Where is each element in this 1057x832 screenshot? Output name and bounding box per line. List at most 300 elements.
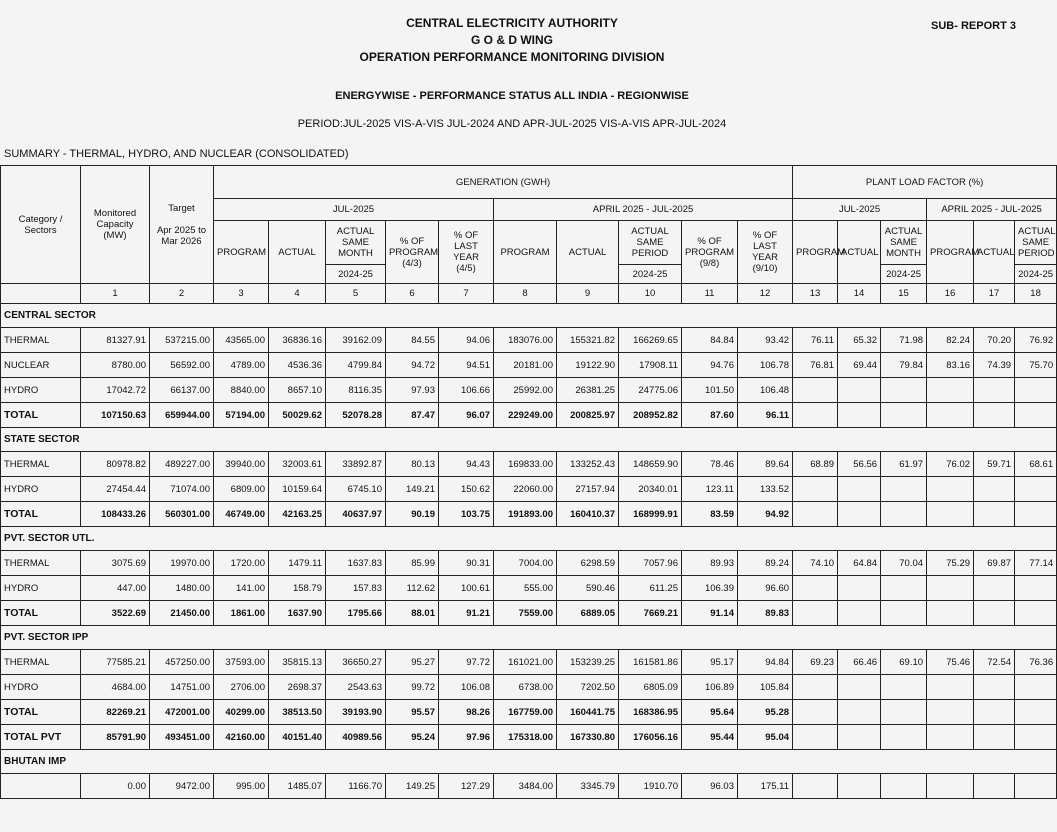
table-cell: 4789.00	[214, 353, 269, 378]
table-cell: 79.84	[881, 353, 927, 378]
table-cell: 22060.00	[494, 477, 557, 502]
table-row	[1, 675, 1057, 700]
col-header-program: PROGRAM	[214, 221, 269, 284]
table-cell: 76.81	[793, 353, 838, 378]
col-number: 5	[326, 284, 386, 304]
table-row	[1, 576, 1057, 601]
table-cell: 76.36	[1015, 650, 1057, 675]
table-cell: 95.44	[682, 725, 738, 750]
table-cell: 59.71	[974, 452, 1015, 477]
table-cell: 90.19	[386, 502, 439, 527]
table-cell	[793, 700, 838, 725]
table-cell: 149.21	[386, 477, 439, 502]
table-cell: 90.31	[439, 551, 494, 576]
table-cell	[838, 403, 881, 428]
col-number-blank	[1, 284, 81, 304]
table-cell: 100.61	[439, 576, 494, 601]
table-cell: 71.98	[881, 328, 927, 353]
group-header-plf-jul: JUL-2025	[793, 199, 927, 221]
table-cell	[1015, 576, 1057, 601]
table-cell: 87.60	[682, 403, 738, 428]
table-cell: 537215.00	[150, 328, 214, 353]
column-number-row	[1, 284, 1057, 304]
table-cell: 95.04	[738, 725, 793, 750]
table-cell: 127.29	[439, 774, 494, 799]
table-cell: 36836.16	[269, 328, 326, 353]
table-cell	[974, 675, 1015, 700]
row-label: NUCLEAR	[1, 353, 81, 378]
table-cell: 69.87	[974, 551, 1015, 576]
table-cell: 157.83	[326, 576, 386, 601]
table-cell	[1015, 477, 1057, 502]
table-cell: 7669.21	[619, 601, 682, 626]
table-cell: 2706.00	[214, 675, 269, 700]
section-row	[1, 527, 1057, 551]
table-cell: 168386.95	[619, 700, 682, 725]
table-cell: 97.72	[439, 650, 494, 675]
col-number: 6	[386, 284, 439, 304]
table-cell: 106.08	[439, 675, 494, 700]
table-cell	[927, 774, 974, 799]
table-cell	[838, 378, 881, 403]
table-cell: 7559.00	[494, 601, 557, 626]
table-cell: 75.70	[1015, 353, 1057, 378]
table-cell: 77.14	[1015, 551, 1057, 576]
table-cell: 0.00	[81, 774, 150, 799]
table-cell: 103.75	[439, 502, 494, 527]
table-cell: 27157.94	[557, 477, 619, 502]
table-cell	[927, 403, 974, 428]
table-cell	[881, 675, 927, 700]
table-cell: 95.24	[386, 725, 439, 750]
table-cell	[881, 477, 927, 502]
table-cell: 555.00	[494, 576, 557, 601]
table-cell: 42163.25	[269, 502, 326, 527]
table-cell	[793, 378, 838, 403]
table-cell: 94.92	[738, 502, 793, 527]
table-cell: 76.11	[793, 328, 838, 353]
section-title: PVT. SECTOR UTL.	[1, 527, 1057, 551]
table-cell: 96.03	[682, 774, 738, 799]
col-header-year: 2024-25	[619, 265, 682, 284]
table-cell: 40637.97	[326, 502, 386, 527]
table-cell: 40299.00	[214, 700, 269, 725]
row-label: TOTAL	[1, 601, 81, 626]
table-cell	[974, 774, 1015, 799]
section-title: BHUTAN IMP	[1, 750, 1057, 774]
table-cell: 1861.00	[214, 601, 269, 626]
sub-report-label: SUB- REPORT 3	[931, 20, 1016, 32]
col-number: 18	[1015, 284, 1057, 304]
col-number: 8	[494, 284, 557, 304]
table-cell: 101.50	[682, 378, 738, 403]
table-cell: 96.60	[738, 576, 793, 601]
table-cell	[1015, 700, 1057, 725]
table-cell	[881, 403, 927, 428]
col-header-actual-same-month: ACTUAL SAME MONTH	[326, 221, 386, 265]
table-cell: 39940.00	[214, 452, 269, 477]
table-cell: 27454.44	[81, 477, 150, 502]
row-label: TOTAL	[1, 700, 81, 725]
table-cell: 150.62	[439, 477, 494, 502]
table-cell: 149.25	[386, 774, 439, 799]
report-division: OPERATION PERFORMANCE MONITORING DIVISION	[359, 50, 665, 64]
table-cell: 6889.05	[557, 601, 619, 626]
table-cell: 46749.00	[214, 502, 269, 527]
table-cell: 56.56	[838, 452, 881, 477]
table-cell	[838, 774, 881, 799]
table-cell: 6738.00	[494, 675, 557, 700]
table-cell: 106.66	[439, 378, 494, 403]
table-cell	[1015, 675, 1057, 700]
table-cell: 168999.91	[619, 502, 682, 527]
table-cell: 40989.56	[326, 725, 386, 750]
table-cell: 447.00	[81, 576, 150, 601]
table-cell: 95.64	[682, 700, 738, 725]
table-cell: 7202.50	[557, 675, 619, 700]
table-cell: 3484.00	[494, 774, 557, 799]
table-cell: 96.07	[439, 403, 494, 428]
table-cell	[881, 700, 927, 725]
table-cell	[793, 774, 838, 799]
table-cell: 82.24	[927, 328, 974, 353]
table-cell: 69.44	[838, 353, 881, 378]
col-header-actual: ACTUAL	[557, 221, 619, 284]
col-number: 12	[738, 284, 793, 304]
table-cell: 8780.00	[81, 353, 150, 378]
table-cell: 87.47	[386, 403, 439, 428]
table-cell: 175.11	[738, 774, 793, 799]
table-cell	[881, 576, 927, 601]
table-cell	[881, 601, 927, 626]
table-cell: 590.46	[557, 576, 619, 601]
table-cell	[793, 502, 838, 527]
summary-label: SUMMARY - THERMAL, HYDRO, AND NUCLEAR (CONSOLIDATED)	[4, 148, 349, 160]
col-header-actual-same-period: ACTUAL SAME PERIOD	[619, 221, 682, 265]
col-header-actual-same-month: ACTUAL SAME MONTH	[881, 221, 927, 265]
table-cell: 123.11	[682, 477, 738, 502]
table-cell: 6809.00	[214, 477, 269, 502]
table-cell: 160410.37	[557, 502, 619, 527]
row-label: THERMAL	[1, 650, 81, 675]
total-row	[1, 601, 1057, 626]
table-cell: 1720.00	[214, 551, 269, 576]
col-header-pct-program: % OF PROGRAM (4/3)	[386, 221, 439, 284]
target-label: Target	[168, 202, 195, 214]
col-header-actual: ACTUAL	[974, 221, 1015, 284]
col-header-year: 2024-25	[326, 265, 386, 284]
table-cell: 6298.59	[557, 551, 619, 576]
table-cell	[974, 700, 1015, 725]
table-cell: 166269.65	[619, 328, 682, 353]
table-cell: 26381.25	[557, 378, 619, 403]
table-cell: 160441.75	[557, 700, 619, 725]
table-cell: 1910.70	[619, 774, 682, 799]
table-cell	[974, 378, 1015, 403]
table-cell: 94.84	[738, 650, 793, 675]
table-cell: 88.01	[386, 601, 439, 626]
table-cell: 108433.26	[81, 502, 150, 527]
table-cell: 66.46	[838, 650, 881, 675]
table-cell: 42160.00	[214, 725, 269, 750]
table-cell: 1637.90	[269, 601, 326, 626]
performance-table	[0, 165, 1057, 799]
table-cell: 57194.00	[214, 403, 269, 428]
group-header-plf-aprjul: APRIL 2025 - JUL-2025	[927, 199, 1057, 221]
table-cell	[1015, 403, 1057, 428]
table-cell: 21450.00	[150, 601, 214, 626]
table-cell: 84.84	[682, 328, 738, 353]
table-cell	[927, 378, 974, 403]
col-number: 1	[81, 284, 150, 304]
table-cell	[1015, 378, 1057, 403]
table-cell	[1015, 502, 1057, 527]
col-number: 10	[619, 284, 682, 304]
col-number: 14	[838, 284, 881, 304]
table-cell: 85791.90	[81, 725, 150, 750]
table-cell: 40151.40	[269, 725, 326, 750]
group-header-jul2025: JUL-2025	[214, 199, 494, 221]
table-cell: 995.00	[214, 774, 269, 799]
table-cell	[793, 675, 838, 700]
table-cell: 95.27	[386, 650, 439, 675]
table-cell	[793, 601, 838, 626]
col-header-capacity: Monitored Capacity (MW)	[81, 166, 150, 284]
table-row	[1, 774, 1057, 799]
table-cell: 68.89	[793, 452, 838, 477]
table-body	[1, 304, 1057, 799]
table-cell: 493451.00	[150, 725, 214, 750]
table-cell: 76.92	[1015, 328, 1057, 353]
table-cell	[927, 502, 974, 527]
table-cell	[838, 700, 881, 725]
table-cell: 74.39	[974, 353, 1015, 378]
section-title: STATE SECTOR	[1, 428, 1057, 452]
table-cell	[927, 576, 974, 601]
col-header-year: 2024-25	[881, 265, 927, 284]
table-cell: 191893.00	[494, 502, 557, 527]
table-cell	[927, 675, 974, 700]
table-cell: 10159.64	[269, 477, 326, 502]
table-cell	[881, 725, 927, 750]
table-cell: 70.20	[974, 328, 1015, 353]
table-cell	[838, 725, 881, 750]
table-cell: 83.59	[682, 502, 738, 527]
table-cell: 75.29	[927, 551, 974, 576]
row-label: HYDRO	[1, 378, 81, 403]
group-header-generation: GENERATION (GWH)	[214, 166, 793, 199]
table-cell: 77585.21	[81, 650, 150, 675]
table-cell	[838, 477, 881, 502]
row-label: TOTAL PVT	[1, 725, 81, 750]
table-cell: 91.14	[682, 601, 738, 626]
table-cell: 94.76	[682, 353, 738, 378]
table-cell: 50029.62	[269, 403, 326, 428]
table-cell: 94.06	[439, 328, 494, 353]
table-cell: 69.23	[793, 650, 838, 675]
table-cell: 4799.84	[326, 353, 386, 378]
table-cell: 8116.35	[326, 378, 386, 403]
table-cell: 72.54	[974, 650, 1015, 675]
table-cell: 6745.10	[326, 477, 386, 502]
table-cell: 76.02	[927, 452, 974, 477]
table-cell: 95.57	[386, 700, 439, 725]
table-cell: 3075.69	[81, 551, 150, 576]
row-label: THERMAL	[1, 328, 81, 353]
table-cell: 4536.36	[269, 353, 326, 378]
row-label: HYDRO	[1, 477, 81, 502]
section-row	[1, 428, 1057, 452]
table-cell	[974, 477, 1015, 502]
table-row	[1, 650, 1057, 675]
total-row	[1, 403, 1057, 428]
row-label	[1, 774, 81, 799]
col-header-actual: ACTUAL	[838, 221, 881, 284]
table-cell: 472001.00	[150, 700, 214, 725]
table-cell	[1015, 774, 1057, 799]
report-period: PERIOD:JUL-2025 VIS-A-VIS JUL-2024 AND APR-JUL-2025 VIS-A-VIS APR-JUL-2024	[297, 118, 727, 130]
table-cell: 93.42	[738, 328, 793, 353]
table-cell: 1637.83	[326, 551, 386, 576]
col-number: 15	[881, 284, 927, 304]
table-cell: 176056.16	[619, 725, 682, 750]
table-cell: 153239.25	[557, 650, 619, 675]
table-cell	[838, 601, 881, 626]
table-cell	[1015, 725, 1057, 750]
table-cell: 94.72	[386, 353, 439, 378]
table-cell: 6805.09	[619, 675, 682, 700]
table-cell: 106.78	[738, 353, 793, 378]
table-cell	[793, 403, 838, 428]
row-label: THERMAL	[1, 452, 81, 477]
table-cell: 24775.06	[619, 378, 682, 403]
table-cell: 17042.72	[81, 378, 150, 403]
table-cell: 71074.00	[150, 477, 214, 502]
table-cell: 7004.00	[494, 551, 557, 576]
table-cell: 8657.10	[269, 378, 326, 403]
table-cell: 82269.21	[81, 700, 150, 725]
table-row	[1, 328, 1057, 353]
table-cell: 1480.00	[150, 576, 214, 601]
table-cell: 4684.00	[81, 675, 150, 700]
table-cell	[881, 774, 927, 799]
col-number: 7	[439, 284, 494, 304]
table-cell	[838, 502, 881, 527]
table-row	[1, 551, 1057, 576]
table-cell: 105.84	[738, 675, 793, 700]
col-header-category: Category / Sectors	[1, 166, 81, 284]
report-title: CENTRAL ELECTRICITY AUTHORITY	[406, 16, 618, 30]
table-cell: 65.32	[838, 328, 881, 353]
table-cell: 167330.80	[557, 725, 619, 750]
table-cell: 1166.70	[326, 774, 386, 799]
table-cell: 91.21	[439, 601, 494, 626]
table-cell: 78.46	[682, 452, 738, 477]
table-cell: 64.84	[838, 551, 881, 576]
table-cell	[1015, 601, 1057, 626]
table-cell: 95.17	[682, 650, 738, 675]
table-row	[1, 477, 1057, 502]
table-cell: 161021.00	[494, 650, 557, 675]
table-cell: 94.43	[439, 452, 494, 477]
table-cell: 1485.07	[269, 774, 326, 799]
table-cell: 106.89	[682, 675, 738, 700]
row-label: HYDRO	[1, 675, 81, 700]
col-number: 17	[974, 284, 1015, 304]
col-header-pct-last-year: % OF LAST YEAR (9/10)	[738, 221, 793, 284]
table-cell: 89.93	[682, 551, 738, 576]
table-cell: 37593.00	[214, 650, 269, 675]
table-cell: 66137.00	[150, 378, 214, 403]
table-cell: 19970.00	[150, 551, 214, 576]
col-header-actual: ACTUAL	[269, 221, 326, 284]
table-cell: 106.48	[738, 378, 793, 403]
table-cell: 175318.00	[494, 725, 557, 750]
table-cell: 457250.00	[150, 650, 214, 675]
table-cell: 133.52	[738, 477, 793, 502]
table-cell: 1795.66	[326, 601, 386, 626]
table-cell: 489227.00	[150, 452, 214, 477]
group-header-plf: PLANT LOAD FACTOR (%)	[793, 166, 1057, 199]
table-cell: 133252.43	[557, 452, 619, 477]
total-row	[1, 725, 1057, 750]
section-title: PVT. SECTOR IPP	[1, 626, 1057, 650]
table-cell: 112.62	[386, 576, 439, 601]
col-header-target	[150, 166, 214, 284]
table-cell: 155321.82	[557, 328, 619, 353]
table-cell: 20181.00	[494, 353, 557, 378]
table-cell: 36650.27	[326, 650, 386, 675]
table-cell: 74.10	[793, 551, 838, 576]
col-header-program: PROGRAM	[494, 221, 557, 284]
col-number: 13	[793, 284, 838, 304]
table-cell: 169833.00	[494, 452, 557, 477]
table-cell	[927, 477, 974, 502]
table-cell: 659944.00	[150, 403, 214, 428]
report-subtitle: ENERGYWISE - PERFORMANCE STATUS ALL INDIA - REGIONWISE	[335, 90, 689, 102]
table-cell: 61.97	[881, 452, 927, 477]
table-cell: 161581.86	[619, 650, 682, 675]
table-cell: 99.72	[386, 675, 439, 700]
table-cell	[881, 378, 927, 403]
table-cell: 89.64	[738, 452, 793, 477]
table-cell: 80978.82	[81, 452, 150, 477]
table-cell: 19122.90	[557, 353, 619, 378]
col-header-year: 2024-25	[1015, 265, 1057, 284]
table-cell: 43565.00	[214, 328, 269, 353]
table-cell: 39193.90	[326, 700, 386, 725]
table-cell: 8840.00	[214, 378, 269, 403]
report-wing: G O & D WING	[471, 33, 553, 47]
table-cell	[881, 502, 927, 527]
table-cell: 229249.00	[494, 403, 557, 428]
table-cell: 52078.28	[326, 403, 386, 428]
col-number: 11	[682, 284, 738, 304]
table-cell: 70.04	[881, 551, 927, 576]
table-cell: 97.93	[386, 378, 439, 403]
col-header-pct-program: % OF PROGRAM (9/8)	[682, 221, 738, 284]
table-cell: 89.83	[738, 601, 793, 626]
table-cell: 107150.63	[81, 403, 150, 428]
table-cell: 32003.61	[269, 452, 326, 477]
table-row	[1, 378, 1057, 403]
table-cell: 1479.11	[269, 551, 326, 576]
table-cell: 208952.82	[619, 403, 682, 428]
table-cell: 3345.79	[557, 774, 619, 799]
table-cell	[974, 502, 1015, 527]
col-header-program: PROGRAM	[793, 221, 838, 284]
table-cell: 39162.09	[326, 328, 386, 353]
